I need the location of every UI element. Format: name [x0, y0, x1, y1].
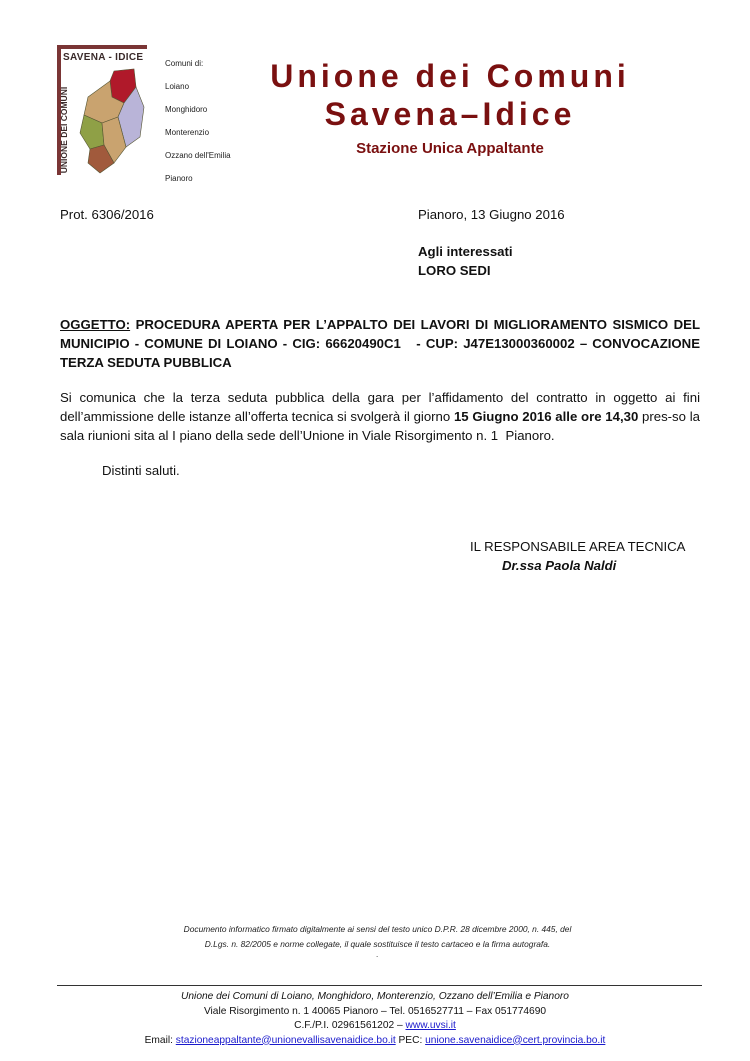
subject-label: OGGETTO:: [60, 317, 131, 332]
recipient-line2: LORO SEDI: [418, 263, 491, 278]
header-subtitle: Stazione Unica Appaltante: [356, 140, 544, 157]
meeting-date-time: 15 Giugno 2016 alle ore 14,30: [453, 409, 639, 424]
municipality-item: Monterenzio: [165, 128, 210, 137]
body-text-part1: Si comunica che la terza seduta pubblica della gara per l’affidamento del contratto in oggetto ai fini dell’ammissione delle istanze all’offerta tecnica si svolgerà il giorno: [60, 390, 700, 424]
logo-vertical-text: UNIONE DEI COMUNI: [59, 86, 69, 174]
territory-map-icon: [74, 67, 146, 175]
body-text-part2: pres-so la sala riunioni sita al I piano della sede dell’Unione in Viale Risorgimento n. 1 Pianoro.: [60, 409, 700, 443]
municipalities-list: [165, 52, 231, 190]
footer: [60, 990, 690, 1048]
municipality-item: Monghidoro: [165, 105, 208, 114]
recipient-line1: Agli interessati: [418, 244, 513, 259]
disclaimer-line2: D.Lgs. n. 82/2005 e norme collegate, il quale sostituisce il testo cartaceo e la firma autografa.: [204, 939, 551, 949]
subject-paragraph: [60, 315, 700, 372]
disclaimer-dot: .: [376, 950, 379, 959]
footer-divider: [57, 985, 702, 986]
municipality-item: Loiano: [165, 82, 190, 91]
footer-address: Viale Risorgimento n. 1 40065 Pianoro – Tel. 0516527711 – Fax 051774690: [203, 1005, 547, 1017]
digital-signature-disclaimer: [150, 922, 605, 952]
body-paragraph: [60, 388, 700, 445]
email-label: Email:: [144, 1034, 176, 1046]
signature-name: Dr.ssa Paola Naldi: [502, 558, 617, 573]
protocol-number: Prot. 6306/2016: [60, 207, 154, 222]
footer-contacts: [60, 1034, 690, 1049]
municipality-item: Pianoro: [165, 174, 193, 183]
place-and-date: Pianoro, 13 Giugno 2016: [418, 207, 565, 222]
union-logo: [57, 45, 149, 177]
website-link[interactable]: www.uvsi.it: [405, 1020, 456, 1031]
disclaimer-line1: Documento informatico firmato digitalmente ai sensi del testo unico D.P.R. 28 dicembre 2000, n. 445, del: [183, 924, 572, 934]
email-link[interactable]: stazioneappaltante@unionevallisavenaidice.bo.it: [175, 1034, 396, 1046]
signature-role: IL RESPONSABILE AREA TECNICA: [470, 539, 686, 554]
footer-tax-id: C.F./P.I. 02961561202 –: [294, 1020, 406, 1031]
header-title-line1: Unione dei Comuni: [270, 58, 630, 94]
header-title-line2: Savena–Idice: [324, 96, 576, 132]
pec-link[interactable]: unione.savenaidice@cert.provincia.bo.it: [425, 1034, 606, 1046]
pec-label: PEC:: [395, 1034, 426, 1046]
footer-union-name: Unione dei Comuni di Loiano, Monghidoro, Monterenzio, Ozzano dell’Emilia e Pianoro: [181, 991, 569, 1002]
municipalities-heading: Comuni di:: [165, 59, 204, 68]
subject-text: PROCEDURA APERTA PER L’APPALTO DEI LAVORI DI MIGLIORAMENTO SISMICO DEL MUNICIPIO - COMUNE DI LOIANO - CIG: 66620490C1 - CUP: J47E13000360002 – CONVOCAZIONE TERZA SEDUTA PUBBLICA: [60, 317, 700, 370]
logo-title: SAVENA - IDICE: [63, 52, 144, 63]
footer-tax-line: [60, 1019, 690, 1034]
closing-salutation: Distinti saluti.: [102, 463, 180, 478]
municipality-item: Ozzano dell'Emilia: [165, 151, 231, 160]
